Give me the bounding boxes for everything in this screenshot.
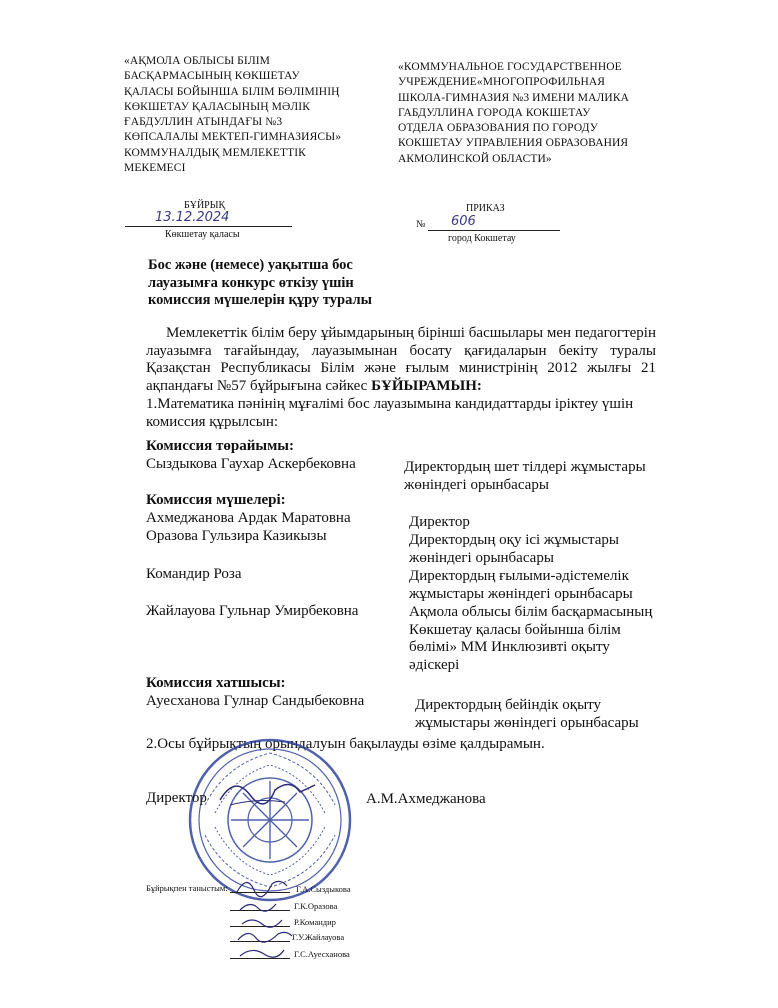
- order-city-left: Көкшетау қаласы: [165, 229, 240, 240]
- member-role-line: Директор: [409, 514, 470, 530]
- header-right-line: УЧРЕЖДЕНИЕ«МНОГОПРОФИЛЬНАЯ: [398, 76, 606, 89]
- member-name: Командир Роза: [146, 566, 242, 582]
- subject-line: лауазымға конкурс өткізу үшін: [148, 274, 354, 291]
- member-name: Оразова Гульзира Казикызы: [146, 528, 327, 544]
- header-left-line: МЕКЕМЕСІ: [124, 162, 186, 175]
- order-number-prefix: №: [416, 219, 426, 230]
- header-left-line: «АҚМОЛА ОБЛЫСЫ БІЛІМ: [124, 55, 270, 67]
- chair-heading: Комиссия төрайымы:: [146, 438, 295, 454]
- ack-name: Г.А.Сыздыкова: [296, 884, 351, 894]
- item-1: 1.Математика пәнінің мұғалімі бос лауазымына кандидаттарды іріктеу үшін комиссия құрылсын:: [146, 396, 634, 430]
- director-signature-mark: [215, 770, 325, 810]
- subject-line: Бос және (немесе) уақытша бос: [148, 257, 353, 273]
- order-title-right: ПРИКАЗ: [466, 203, 505, 214]
- member-role-line: Директордың оқу ісі жұмыстары: [409, 532, 619, 548]
- secretary-heading: Комиссия хатшысы:: [146, 675, 286, 691]
- item-2: 2.Осы бұйрықтың орындалуын бақылауды өзіме қалдырамын.: [146, 736, 545, 752]
- member-role-line: жөніндегі орынбасары: [409, 549, 554, 566]
- order-number-line: [428, 230, 560, 231]
- secretary-name: Ауесханова Гулнар Сандыбековна: [146, 693, 365, 709]
- header-right-line: КОКШЕТАУ УПРАВЛЕНИЯ ОБРАЗОВАНИЯ: [398, 137, 629, 150]
- order-city-right: город Кокшетау: [448, 233, 516, 244]
- chair-name: Сыздыкова Гаухар Аскербековна: [146, 456, 356, 472]
- member-role-line: Көкшетау қаласы бойынша білім: [409, 621, 621, 638]
- members-heading: Комиссия мүшелері:: [146, 492, 286, 508]
- member-role-line: жұмыстары жөніндегі орынбасары: [409, 585, 633, 602]
- signature-name: А.М.Ахмеджанова: [366, 791, 486, 807]
- header-right: [398, 60, 658, 167]
- order-number: 606: [451, 214, 476, 229]
- ack-handwritten-signatures: [232, 872, 302, 962]
- secretary-role-line: жұмыстары жөніндегі орынбасары: [415, 714, 639, 731]
- chair-role-line: жөніндегі орынбасары: [404, 476, 549, 493]
- member-role: [409, 532, 619, 567]
- chair-role-line: Директордың шет тілдері жұмыстары: [404, 459, 646, 475]
- preamble-text: Мемлекеттік білім беру ұйымдарының бірінші басшылары мен педагогтерін лауазымға тағайындау, лауазымынан босату қағидаларын бекіту туралы Қазақстан Республикасы Білім және ғылым министрінің 2012 жылғы 21 ақпандағы №57 бұйрығына сәйкес: [146, 325, 656, 394]
- secretary-role-line: Директордың бейіндік оқыту: [415, 697, 602, 713]
- header-left-line: КӨПСАЛАЛЫ МЕКТЕП-ГИМНАЗИЯСЫ»: [124, 131, 342, 144]
- order-title-left: БҰЙРЫҚ: [184, 200, 226, 211]
- header-left-line: ҚАЛАСЫ БОЙЫНША БІЛІМ БӨЛІМІНІҢ: [124, 85, 340, 98]
- acknowledgement-label: Бұйрықпен таныстым:: [146, 883, 228, 893]
- member-role-line: Директордың ғылыми-әдістемелік: [409, 568, 629, 584]
- header-right-line: «КОММУНАЛЬНОЕ ГОСУДАРСТВЕННОЕ: [398, 61, 622, 73]
- header-left-line: КӨКШЕТАУ ҚАЛАСЫНЫҢ МӘЛІК: [124, 100, 310, 113]
- header-left-line: КОММУНАЛДЫҚ МЕМЛЕКЕТТІК: [124, 146, 306, 159]
- ack-name: Г.У.Жайлауова: [292, 932, 345, 942]
- order-word: БҰЙЫРАМЫН:: [371, 377, 482, 394]
- member-name: Жайлауова Гульнар Умирбековна: [146, 603, 359, 619]
- header-left-line: БАСҚАРМАСЫНЫҢ КӨКШЕТАУ: [124, 70, 300, 83]
- header-right-line: ГАБДУЛЛИНА ГОРОДА КОКШЕТАУ: [398, 106, 591, 119]
- ack-name: Г.С.Ауесханова: [294, 949, 350, 959]
- member-role-line: әдіскері: [409, 656, 460, 673]
- order-date-line: [125, 226, 292, 227]
- member-role-line: Ақмола облысы білім басқармасының: [409, 604, 653, 620]
- preamble: [146, 325, 656, 395]
- member-role: [409, 568, 633, 603]
- header-left: [124, 54, 354, 176]
- chair-role: [404, 459, 646, 494]
- member-role: [409, 514, 470, 532]
- member-role: [409, 604, 652, 674]
- ack-name: Г.К.Оразова: [294, 901, 338, 911]
- ack-name: Р.Командир: [294, 917, 336, 927]
- member-name: Ахмеджанова Ардак Маратовна: [146, 510, 351, 526]
- subject: [148, 257, 372, 310]
- member-role-line: бөлімі» ММ Инклюзивті оқыту: [409, 639, 610, 655]
- header-right-line: ОТДЕЛА ОБРАЗОВАНИЯ ПО ГОРОДУ: [398, 122, 598, 135]
- signature-position: Директор: [146, 790, 207, 806]
- order-date: 13.12.2024: [155, 210, 230, 225]
- header-left-line: ҒАБДУЛЛИН АТЫНДАҒЫ №3: [124, 116, 283, 129]
- secretary-role: [415, 697, 639, 732]
- header-right-line: АКМОЛИНСКОЙ ОБЛАСТИ»: [398, 152, 552, 165]
- subject-line: комиссия мүшелерін құру туралы: [148, 292, 372, 308]
- header-right-line: ШКОЛА-ГИМНАЗИЯ №3 ИМЕНИ МАЛИКА: [398, 91, 630, 104]
